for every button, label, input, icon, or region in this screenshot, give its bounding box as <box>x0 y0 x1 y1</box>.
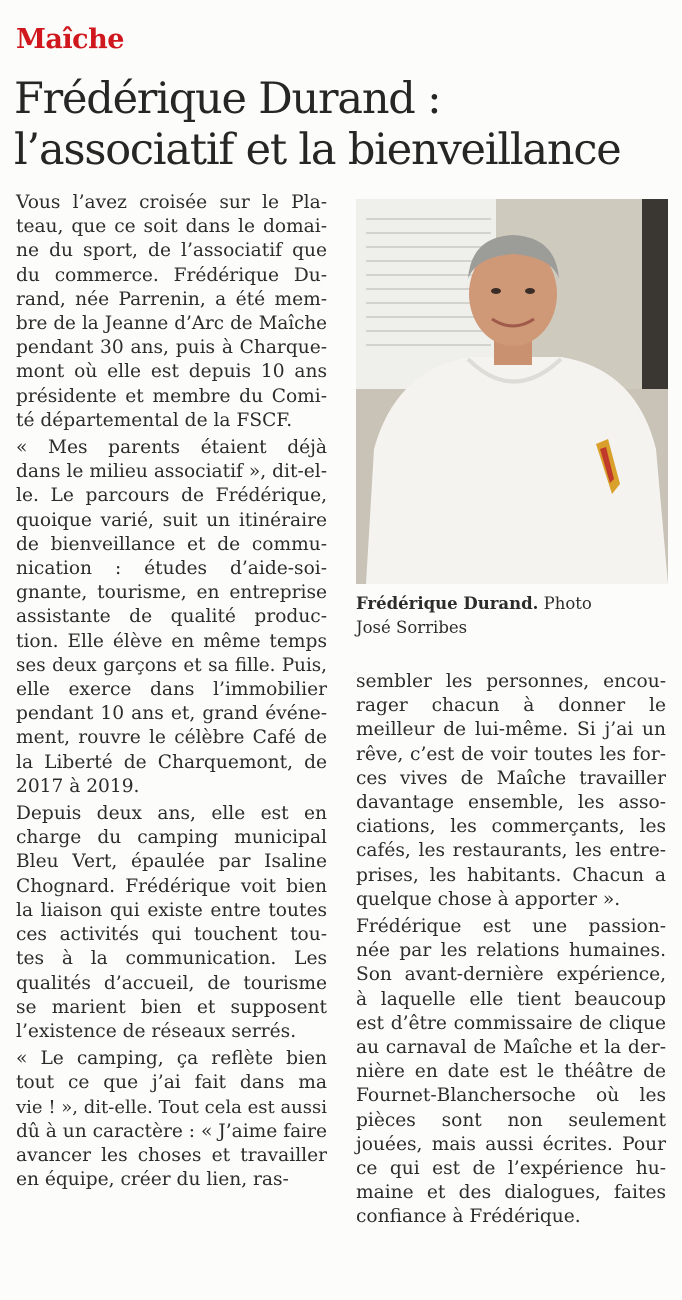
text-line: Frédérique est une passion- <box>356 916 666 938</box>
text-line: ces vives de Maîche travailler <box>356 767 666 789</box>
text-line: jouées, mais aussi écrites. Pour <box>356 1133 666 1155</box>
text-line: la liaison qui existe entre toutes <box>16 899 327 921</box>
text-line: tion. Elle élève en même temps <box>16 630 327 652</box>
text-line: rager chacun à donner le <box>356 695 666 717</box>
article-headline <box>14 74 674 176</box>
text-line: Vous l’avez croisée sur le Pla- <box>16 192 327 213</box>
text-line: assistante de qualité produc- <box>16 606 327 628</box>
text-line: rand, née Parrenin, a été mem- <box>16 288 327 310</box>
text-line: Fournet-Blanchersoche où les <box>356 1085 666 1107</box>
text-line: pendant 10 ans et, grand événe- <box>16 703 327 725</box>
text-line: bre de la Jeanne d’Arc de Maîche <box>16 313 327 335</box>
text-line: ces activités qui touchent tou- <box>16 924 327 946</box>
text-line: rêve, c’est de voir toutes les for- <box>356 743 666 765</box>
text-line: prises, les habitants. Chacun a <box>356 864 666 886</box>
article-paragraph <box>16 802 327 1044</box>
text-line: quelque chose à apporter ». <box>356 888 621 910</box>
caption-credit: Photo <box>538 594 592 613</box>
text-line: dans le milieu associatif », dit-el- <box>16 461 327 483</box>
text-line: cafés, les restaurants, les entre- <box>356 840 666 862</box>
text-line: le. Le parcours de Frédérique, <box>16 485 327 507</box>
text-line: qualités d’accueil, de tourisme <box>16 972 327 994</box>
text-line: « Le camping, ça reflète bien <box>16 1048 327 1070</box>
article-paragraph <box>356 915 666 1230</box>
text-line: au carnaval de Maîche et la der- <box>356 1037 666 1059</box>
portrait-photo <box>356 199 668 584</box>
text-line: née par les relations humaines. <box>356 940 666 962</box>
text-line: en équipe, créer du lien, ras- <box>16 1169 289 1191</box>
text-line: est d’être commissaire de clique <box>356 1012 666 1034</box>
caption-photographer: José Sorribes <box>356 618 468 637</box>
text-line: à laquelle elle tient beaucoup <box>356 988 666 1010</box>
text-line: vie ! », dit-elle. Tout cela est aussi <box>16 1096 327 1118</box>
article-paragraph <box>16 1047 327 1192</box>
text-line: davantage ensemble, les asso- <box>356 792 666 814</box>
text-line: nication : études d’aide-soi- <box>16 558 327 580</box>
text-line: 2017 à 2019. <box>16 775 140 797</box>
photo-caption <box>356 592 668 640</box>
headline-line-2: l’associatif et la bienveillance <box>14 125 621 175</box>
article-column-1 <box>16 191 327 1192</box>
text-line: meilleur de lui-même. Si j’ai un <box>356 719 666 741</box>
text-line: mont où elle est depuis 10 ans <box>16 361 327 383</box>
caption-name: Frédérique Durand. <box>356 594 539 613</box>
text-line: du commerce. Frédérique Du- <box>16 264 327 286</box>
text-line: Son avant-dernière expérience, <box>356 964 666 986</box>
text-line: ciations, les commerçants, les <box>356 816 666 838</box>
text-line: té départemental de la FSCF. <box>16 409 293 431</box>
text-line: Chognard. Frédérique voit bien <box>16 875 327 897</box>
text-line: nière en date est le théâtre de <box>356 1061 666 1083</box>
text-line: ce qui est de l’expérience hu- <box>356 1158 666 1180</box>
text-line: l’existence de réseaux serrés. <box>16 1020 297 1042</box>
text-line: maine et des dialogues, faites <box>356 1182 666 1204</box>
text-line: se marient bien et supposent <box>16 996 327 1018</box>
text-line: teau, que ce soit dans le domai- <box>16 216 327 238</box>
text-line: de bienveillance et de commu- <box>16 533 327 555</box>
text-line: pièces sont non seulement <box>356 1109 666 1131</box>
text-line: présidente et membre du Comi- <box>16 385 327 407</box>
article-column-2 <box>356 670 666 1230</box>
text-line: avancer les choses et travailler <box>16 1144 327 1166</box>
text-line: Bleu Vert, épaulée par Isaline <box>16 851 327 873</box>
text-line: pendant 30 ans, puis à Charque- <box>16 337 327 359</box>
text-line: gnante, tourisme, en entreprise <box>16 582 327 604</box>
text-line: la Liberté de Charquemont, de <box>16 751 327 773</box>
text-line: sembler les personnes, encou- <box>356 671 666 692</box>
text-line: dû à un caractère : « J’aime faire <box>16 1120 328 1142</box>
text-line: quoique varié, suit un itinéraire <box>16 509 327 531</box>
text-line: charge du camping municipal <box>16 827 327 849</box>
text-line: ne du sport, de l’associatif que <box>16 240 327 262</box>
text-line: tout ce que j’ai fait dans ma <box>16 1072 327 1094</box>
article-paragraph <box>356 670 666 912</box>
headline-line-1: Frédérique Durand : <box>14 74 441 124</box>
text-line: ment, rouvre le célèbre Café de <box>16 727 327 749</box>
text-line: Depuis deux ans, elle est en <box>16 803 327 825</box>
text-line: confiance à Frédérique. <box>356 1206 581 1228</box>
article-paragraph <box>16 436 327 799</box>
text-line: « Mes parents étaient déjà <box>16 437 327 459</box>
section-kicker: Maîche <box>16 24 124 55</box>
article-paragraph <box>16 191 327 433</box>
text-line: ses deux garçons et sa fille. Puis, <box>16 654 327 676</box>
text-line: elle exerce dans l’immobilier <box>16 679 327 701</box>
text-line: tes à la communication. Les <box>16 948 327 970</box>
